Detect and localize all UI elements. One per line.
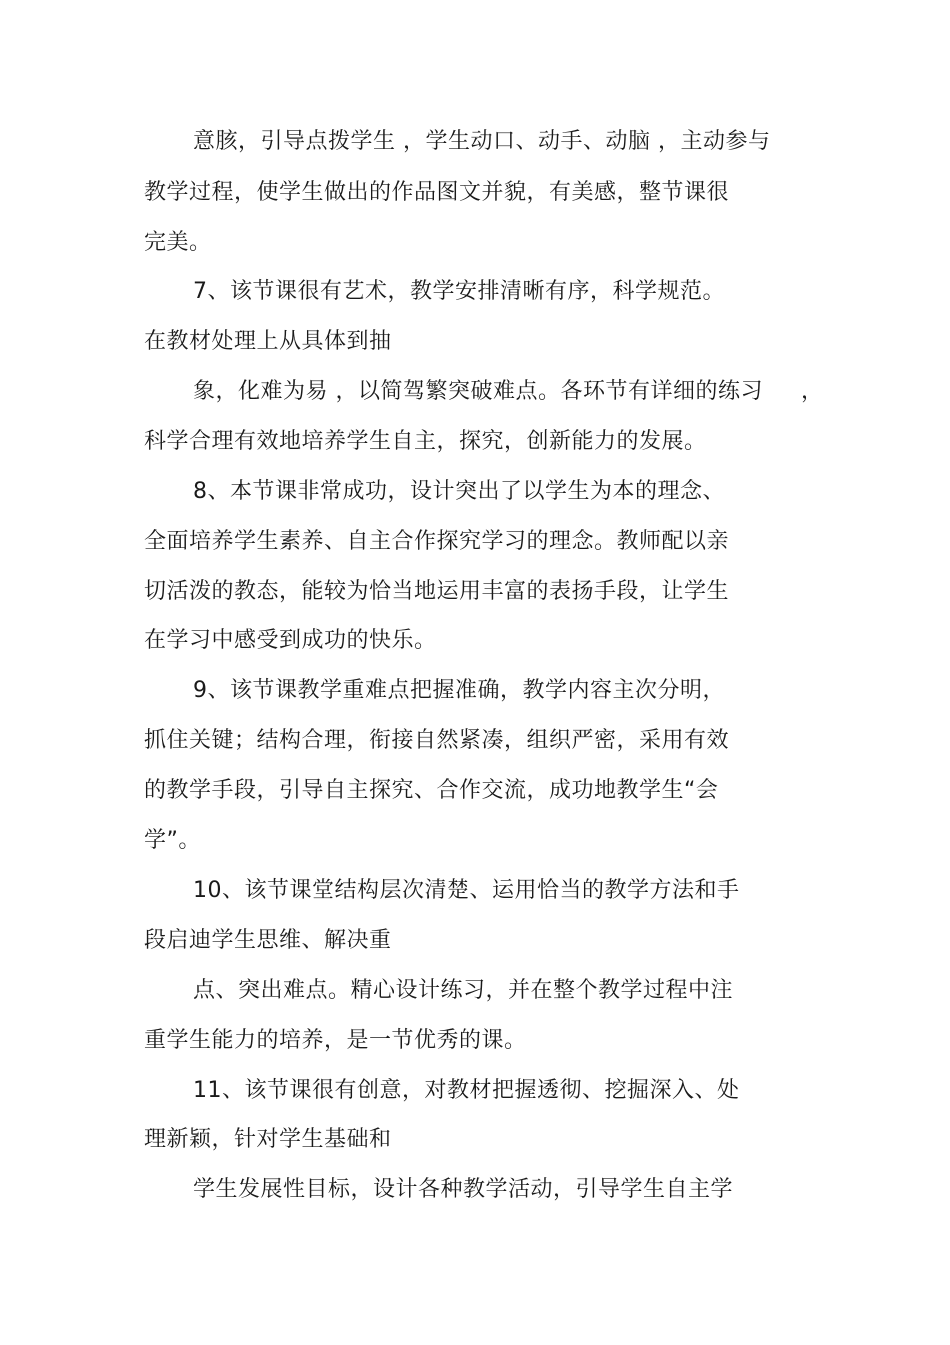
stray-comma: ， (801, 379, 824, 404)
paragraph-8-line: 8、本节课非常成功，设计突出了以学生为本的理念、 (193, 479, 725, 504)
text-line: 学生发展性目标，设计各种教学活动，引导学生自主学 (193, 1177, 734, 1202)
text-line: 段启迪学生思维、解决重 (144, 928, 392, 953)
text-line: 在学习中感受到成功的快乐。 (144, 628, 437, 653)
text-line: 抓住关键；结构合理，衔接自然紧凑，组织严密，采用有效 (144, 728, 730, 753)
text-line: 完美。 (144, 230, 212, 255)
text-line: 象，化难为易 ，以简驾繁突破难点。各环节有详细的练习 (193, 379, 763, 404)
text-line: 点、突出难点。精心设计练习，并在整个教学过程中注 (193, 978, 734, 1003)
paragraph-10-line: 10、该节课堂结构层次清楚、运用恰当的教学方法和手 (193, 878, 740, 903)
text-line: 切活泼的教态，能较为恰当地运用丰富的表扬手段，让学生 (144, 579, 730, 604)
text-line: 科学合理有效地培养学生自主，探究，创新能力的发展。 (144, 429, 707, 454)
text-line: 重学生能力的培养，是一节优秀的课。 (144, 1028, 527, 1053)
text-line: 的教学手段，引导自主探究、合作交流，成功地教学生“会 (144, 778, 719, 803)
paragraph-9-line: 9、该节课教学重难点把握准确，教学内容主次分明， (193, 678, 725, 703)
text-line: 学”。 (144, 828, 201, 853)
text-line: 意胲，引导点拨学生 ，学生动口、动手、动脑 ，主动参与 (193, 129, 771, 154)
text-line: 教学过程，使学生做出的作品图文并貌，有美感，整节课很 (144, 180, 730, 205)
text-line: 在教材处理上从具体到抽 (144, 329, 392, 354)
text-line: 理新颖，针对学生基础和 (144, 1127, 392, 1152)
paragraph-11-line: 11、该节课很有创意，对教材把握透彻、挖掘深入、处 (193, 1078, 740, 1103)
paragraph-7-line: 7、该节课很有艺术，教学安排清晰有序，科学规范。 (193, 279, 725, 304)
text-line: 全面培养学生素养、自主合作探究学习的理念。教师配以亲 (144, 529, 730, 554)
